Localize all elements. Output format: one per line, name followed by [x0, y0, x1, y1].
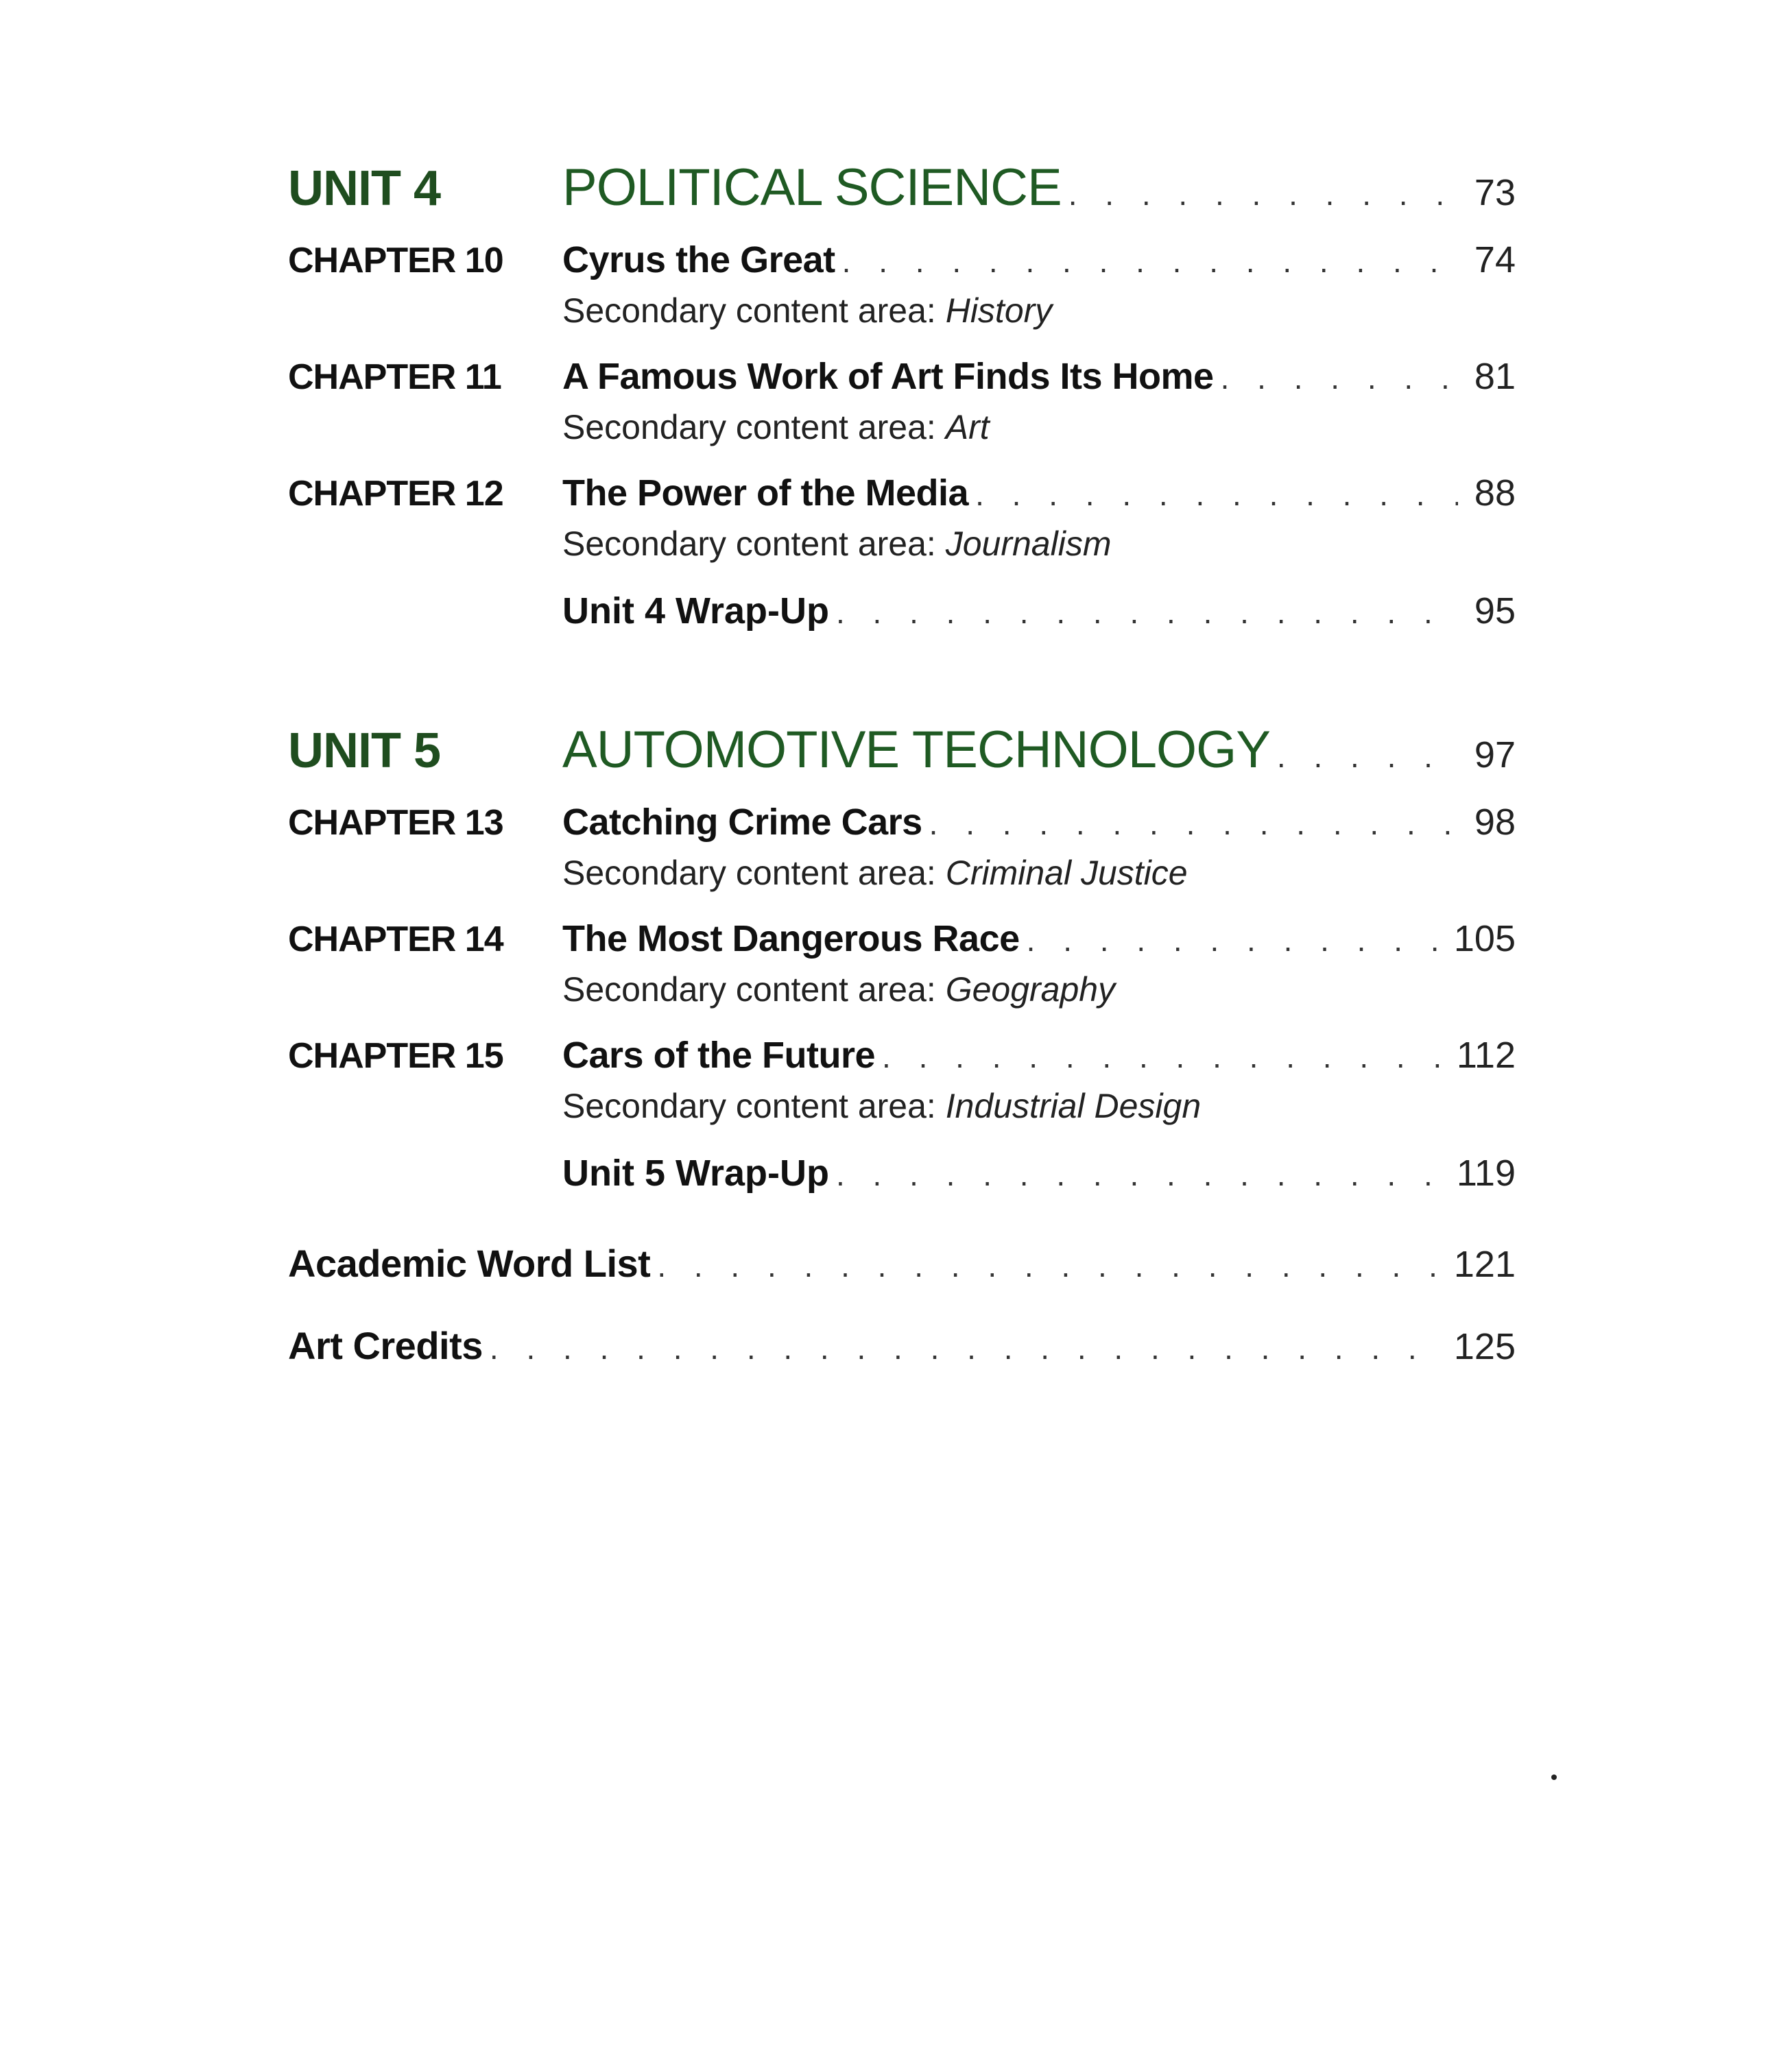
secondary-area: Industrial Design — [945, 1087, 1202, 1125]
dot-leader — [975, 476, 1458, 513]
page-number: 73 — [1474, 172, 1516, 213]
secondary-content-area — [562, 287, 1516, 335]
dot-leader — [657, 1247, 1444, 1284]
chapter-title: A Famous Work of Art Finds Its Home — [562, 356, 1214, 397]
chapter-entry[interactable] — [288, 239, 1516, 335]
table-of-contents — [288, 158, 1516, 1378]
chapter-entry[interactable] — [288, 801, 1516, 897]
unit-heading[interactable] — [288, 720, 1516, 795]
dot-leader — [929, 805, 1458, 842]
chapter-label: CHAPTER 13 — [288, 803, 503, 843]
dot-leader — [882, 1038, 1447, 1075]
secondary-area: Art — [945, 408, 990, 446]
unit-title: POLITICAL SCIENCE — [562, 158, 1062, 217]
chapter-title: Cyrus the Great — [562, 239, 835, 280]
dot-leader — [842, 243, 1458, 280]
secondary-content-area — [562, 520, 1516, 568]
chapter-title: Catching Crime Cars — [562, 802, 922, 843]
dot-leader — [490, 1330, 1444, 1367]
secondary-area: Geography — [945, 970, 1116, 1009]
chapter-title: Cars of the Future — [562, 1035, 876, 1076]
backmatter-entry[interactable] — [288, 1241, 1516, 1296]
backmatter-entry[interactable] — [288, 1323, 1516, 1378]
unit-label: UNIT 5 — [288, 723, 441, 778]
back-matter — [288, 1241, 1516, 1378]
dot-leader — [836, 1156, 1447, 1193]
page-number: 97 — [1474, 734, 1516, 775]
chapter-label: CHAPTER 15 — [288, 1036, 503, 1076]
page-number: 125 — [1453, 1326, 1516, 1367]
dot-leader — [1277, 738, 1458, 775]
secondary-content-area — [562, 1082, 1516, 1130]
wrapup-title: Unit 5 Wrap-Up — [562, 1153, 829, 1194]
dot-leader — [1221, 359, 1458, 396]
chapter-label: CHAPTER 11 — [288, 357, 501, 397]
chapter-title: The Power of the Media — [562, 472, 969, 514]
page-number: 81 — [1474, 356, 1516, 397]
secondary-prefix: Secondary content area: — [562, 408, 936, 446]
secondary-content-area — [562, 849, 1516, 897]
secondary-prefix: Secondary content area: — [562, 970, 936, 1009]
chapter-entry[interactable] — [288, 1034, 1516, 1130]
unit-heading[interactable] — [288, 158, 1516, 233]
page-number: 121 — [1453, 1244, 1516, 1285]
secondary-content-area — [562, 965, 1516, 1013]
secondary-prefix: Secondary content area: — [562, 854, 936, 892]
wrapup-title: Unit 4 Wrap-Up — [562, 590, 829, 631]
dot-leader — [1027, 922, 1444, 959]
secondary-prefix: Secondary content area: — [562, 525, 936, 563]
page-number: 98 — [1474, 802, 1516, 843]
chapter-entry[interactable] — [288, 917, 1516, 1013]
unit-label: UNIT 4 — [288, 161, 441, 216]
unit-wrapup-entry[interactable] — [288, 590, 1516, 638]
backmatter-title: Art Credits — [288, 1324, 483, 1367]
chapter-label: CHAPTER 10 — [288, 241, 503, 280]
unit-wrapup-entry[interactable] — [288, 1152, 1516, 1200]
page-number: 95 — [1474, 590, 1516, 631]
page-number: 112 — [1456, 1035, 1516, 1076]
page-number: 88 — [1474, 472, 1516, 514]
page-number: 105 — [1453, 918, 1516, 959]
chapter-label: CHAPTER 14 — [288, 919, 503, 959]
page-number: 74 — [1474, 239, 1516, 280]
secondary-content-area — [562, 403, 1516, 451]
stray-mark — [1551, 1775, 1557, 1780]
secondary-area: Criminal Justice — [945, 854, 1188, 892]
chapter-title: The Most Dangerous Race — [562, 918, 1020, 959]
unit-title: AUTOMOTIVE TECHNOLOGY — [562, 721, 1270, 779]
page-number: 119 — [1456, 1153, 1516, 1194]
secondary-area: Journalism — [945, 525, 1112, 563]
secondary-area: History — [945, 291, 1053, 330]
backmatter-title: Academic Word List — [288, 1242, 651, 1285]
secondary-prefix: Secondary content area: — [562, 291, 936, 330]
dot-leader — [1068, 176, 1458, 213]
chapter-label: CHAPTER 12 — [288, 474, 503, 514]
unit-4-section — [288, 158, 1516, 638]
chapter-entry[interactable] — [288, 472, 1516, 568]
dot-leader — [836, 594, 1458, 631]
secondary-prefix: Secondary content area: — [562, 1087, 936, 1125]
chapter-entry[interactable] — [288, 355, 1516, 451]
unit-5-section — [288, 720, 1516, 1200]
